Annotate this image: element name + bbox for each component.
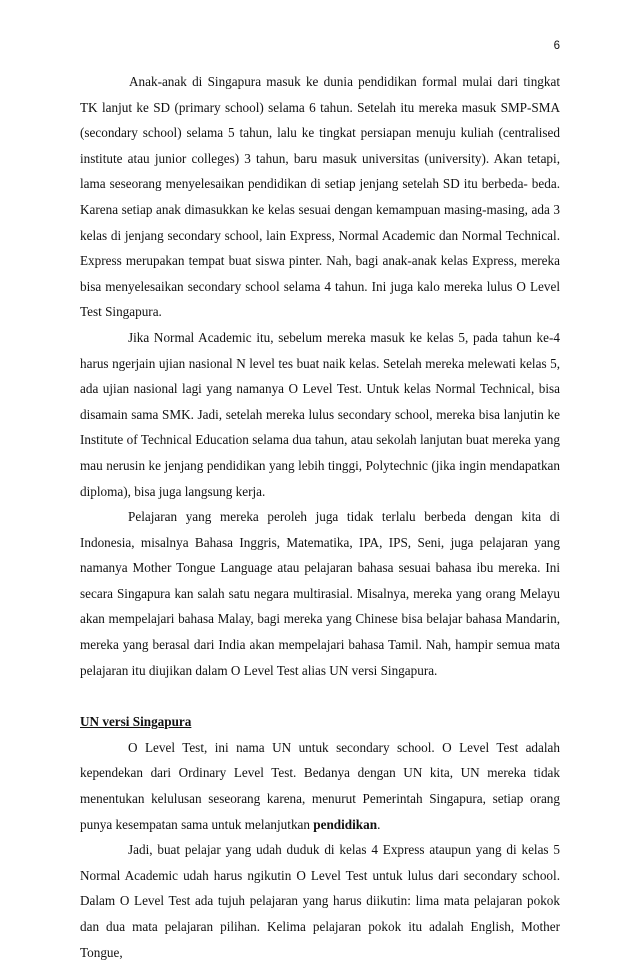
paragraph-1: Anak-anak di Singapura masuk ke dunia pendidikan formal mulai dari tingkat TK lanjut ke SD (primary school) selama 6 tahun. Setelah itu mereka masuk SMP-SMA (secondary school) selama 5 tahun, lalu ke tingkat persiapan menuju kuliah (centralised institute atau junior colleges) 3 tahun, baru masuk universitas (university). Akan tetapi, lama seseorang menyelesaikan pendidikan di setiap jenjang setelah SD itu berbeda- beda. Karena setiap anak dimasukkan ke kelas sesuai dengan kemampuan masing-masing, ada 3 kelas di jenjang secondary school, lain Express, Normal Academic dan Normal Technical. Express merupakan tempat buat siswa pinter. Nah, bagi anak-anak kelas Express, mereka bisa menyelesaikan secondary school selama 4 tahun. Ini juga kalo mereka lulus O Level Test Singapura. <box>80 74 560 320</box>
paragraph-3: Pelajaran yang mereka peroleh juga tidak terlalu berbeda dengan kita di Indonesia, misalnya Bahasa Inggris, Matematika, IPA, IPS, Seni, juga pelajaran yang namanya Mother Tongue Language atau pelajaran bahasa sesuai bahasa ibu mereka. Ini secara Singapura kan salah satu negara multirasial. Misalnya, mereka yang orang Melayu akan mempelajari bahasa Malay, bagi mereka yang Chinese bisa belajar bahasa Mandarin, mereka yang berasal dari India akan mempelajari bahasa Tamil. Nah, hampir semua mata pelajaran itu diujikan dalam O Level Test alias UN versi Singapura. <box>80 509 560 678</box>
page-number: 6 <box>553 40 560 52</box>
section-gap <box>80 683 560 709</box>
section-paragraph-1-end: . <box>377 816 381 832</box>
bold-term: pendidikan <box>313 816 378 832</box>
paragraph-2: Jika Normal Academic itu, sebelum mereka masuk ke kelas 5, pada tahun ke-4 harus ngerjain ujian nasional N level tes buat naik kelas. Setelah mereka melewati kelas 5, ada ujian nasional lagi yang namanya O Level Test. Untuk kelas Normal Technical, bisa disamain sama SMK. Jadi, setelah mereka lulus secondary school, mereka bisa lanjutin ke Institute of Technical Education selama dua tahun, atau sekolah lanjutan buat mereka yang mau nerusin ke jenjang pendidikan yang lebih tinggi, Polytechnic (jika ingin mendapatkan diploma), bisa juga langsung kerja. <box>80 329 560 499</box>
section-paragraph-2: Jadi, buat pelajar yang udah duduk di kelas 4 Express ataupun yang di kelas 5 Normal Academic udah harus ngikutin O Level Test untuk lulus dari secondary school. Dalam O Level Test ada tujuh pelajaran yang harus diikutin: lima mata pelajaran pokok dan dua mata pelajaran pilihan. Kelima pelajaran pokok itu adalah English, Mother Tongue, <box>80 842 560 960</box>
document-body <box>80 69 560 965</box>
section-heading: UN versi Singapura <box>80 714 192 730</box>
section-paragraph-1 <box>80 735 560 837</box>
section-paragraph-1-text: O Level Test, ini nama UN untuk secondary school. O Level Test adalah kependekan dari Ordinary Level Test. Bedanya dengan UN kita, UN mereka tidak menentukan kelulusan seseorang karena, menurut Pemerintah Singapura, setiap orang punya kesempatan sama untuk melanjutkan <box>80 739 560 832</box>
